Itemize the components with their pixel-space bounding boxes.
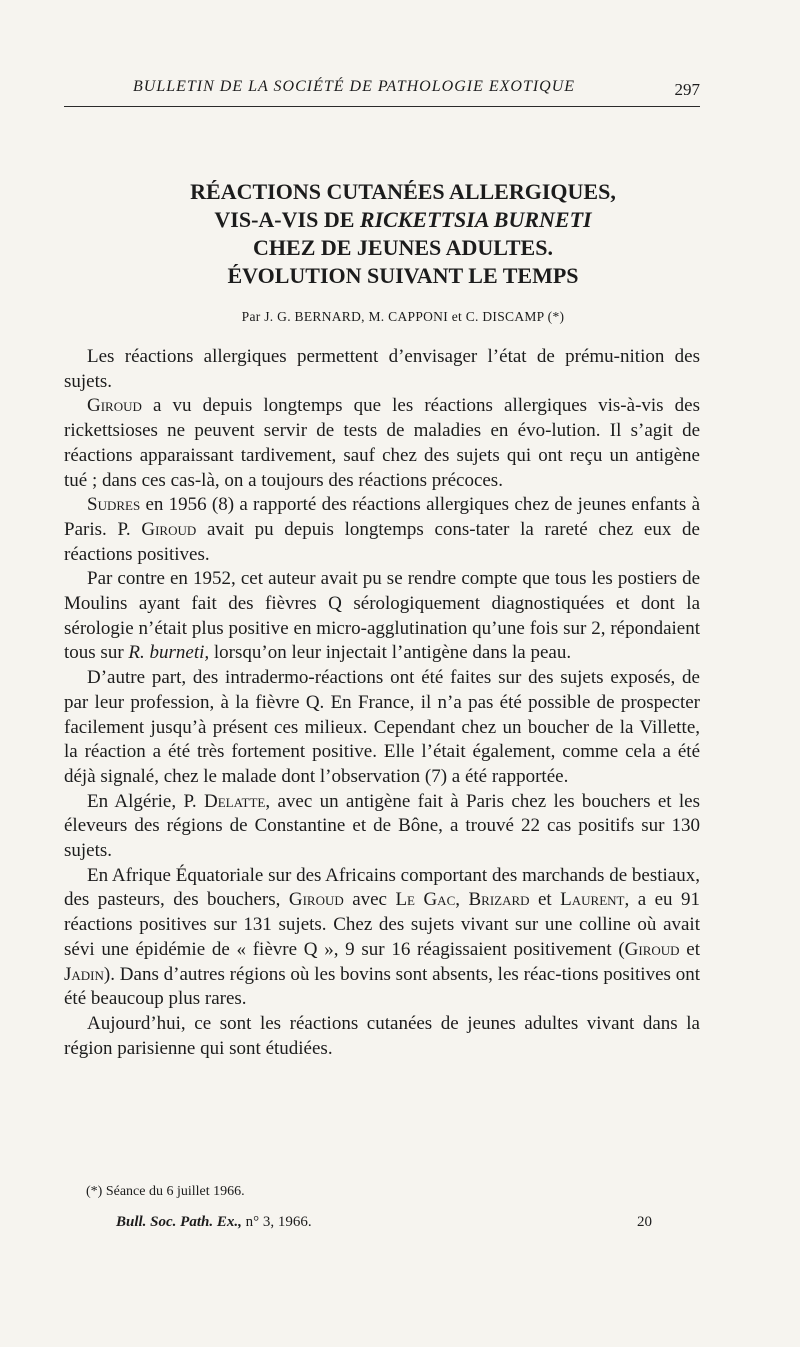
article-body xyxy=(64,345,700,1061)
paragraph-text: et xyxy=(679,938,700,960)
author-name: Giroud xyxy=(288,889,344,911)
title-line-2 xyxy=(64,206,742,234)
author-name: Giroud xyxy=(141,518,197,540)
author-name: Giroud xyxy=(624,938,680,960)
paragraph-text: avait pu depuis longtemps cons-tater la rareté chez eux de réactions positives. xyxy=(64,518,700,565)
paragraph-text: En Algérie, P. xyxy=(87,790,204,812)
journal-reference xyxy=(116,1214,312,1231)
title-species: RICKETTSIA BURNETI xyxy=(359,207,592,232)
species-name: R. burneti, xyxy=(128,642,210,664)
paragraph-text: a vu depuis longtemps que les réactions allergiques vis-à-vis des rickettsioses ne peuvent servir de tests de maladies en évo-lution. Il s’agit de réactions apparaissant tardivement, sauf chez des sujets qui ont reçu un antigène tué ; dans ces cas-là, on a toujours des réactions précoces. xyxy=(64,395,700,491)
article-title xyxy=(64,178,742,290)
paragraph-3 xyxy=(64,493,700,567)
page-number: 297 xyxy=(674,80,700,99)
paragraph-2 xyxy=(64,394,700,493)
author-name: Laurent xyxy=(560,889,625,911)
paragraph-1: Les réactions allergiques permettent d’envisager l’état de prému-nition des sujets. xyxy=(64,346,700,392)
paragraph-6 xyxy=(64,790,700,864)
title-line-4: ÉVOLUTION SUIVANT LE TEMPS xyxy=(227,263,579,288)
author-name: Delatte xyxy=(204,790,266,812)
paragraph-text: et xyxy=(529,889,561,911)
author-name: Giroud xyxy=(87,395,142,417)
author-name: Brizard xyxy=(468,889,530,911)
signature-number: 20 xyxy=(637,1214,652,1230)
running-head: BULLETIN DE LA SOCIÉTÉ DE PATHOLOGIE EXOTIQUE xyxy=(133,78,576,95)
paragraph-text: , xyxy=(455,889,469,911)
author-name: Sudres xyxy=(87,494,141,516)
journal-issue: n° 3, 1966. xyxy=(241,1214,312,1230)
title-line-1: RÉACTIONS CUTANÉES ALLERGIQUES, xyxy=(190,179,616,204)
paragraph-text: avec xyxy=(343,889,396,911)
paragraph-text: , a eu 91 réactions positives sur 131 sujets. Chez des sujets vivant sur une colline où avait sévi une épidémie de « fièvre Q », 9 sur 16 réagissaient positivement ( xyxy=(64,889,700,960)
paragraph-5: D’autre part, des intradermo-réactions ont été faites sur des sujets exposés, de par leur profession, à la fièvre Q. En France, il n’a pas été possible de prospecter facilement jusqu’à présent ces milieux. Cependant chez un boucher de la Villette, la réaction a été très fortement positive. Elle l’était également, comme cela a été déjà signalé, chez le malade dont l’observation (7) a été rapportée. xyxy=(64,667,700,787)
author-line: Par J. G. BERNARD, M. CAPPONI et C. DISCAMP (*) xyxy=(241,309,565,324)
paragraph-text: lorsqu’on leur injectait l’antigène dans la peau. xyxy=(209,642,572,664)
paragraph-text: ). Dans d’autres régions où les bovins sont absents, les réac-tions positives ont été beaucoup plus rares. xyxy=(64,963,700,1010)
title-line-3: CHEZ DE JEUNES ADULTES. xyxy=(253,235,553,260)
paragraph-text: Par contre en 1952, cet auteur avait pu se rendre compte que tous les postiers de Moulins ayant fait des fièvres Q sérologiquement diagnostiquées et dont la sérologie n’était plus positive en micro-agglutination qu’une fois sur 2, répondaient tous sur xyxy=(64,568,700,664)
footnote: (*) Séance du 6 juillet 1966. xyxy=(86,1184,245,1199)
author-name: Le Gac xyxy=(395,889,456,911)
paragraph-text: en 1956 (8) a rapporté des réactions allergiques chez de jeunes enfants à Paris. P. xyxy=(64,494,700,540)
paragraph-7 xyxy=(64,864,700,1012)
header-rule xyxy=(64,106,700,107)
paragraph-4 xyxy=(64,567,700,666)
title-line-2-text: VIS-A-VIS DE xyxy=(214,207,360,232)
author-name: Jadin xyxy=(64,963,104,985)
journal-abbrev: Bull. Soc. Path. Ex., xyxy=(116,1214,242,1230)
paragraph-text: En Afrique Équatoriale sur des Africains comportant des marchands de bestiaux, des pasteurs, des bouchers, xyxy=(64,864,700,911)
paragraph-8: Aujourd’hui, ce sont les réactions cutanées de jeunes adultes vivant dans la région parisienne qui sont étudiées. xyxy=(64,1012,700,1059)
paragraph-text: , avec un antigène fait à Paris chez les bouchers et les éleveurs des régions de Constantine et de Bône, a trouvé 22 cas positifs sur 130 sujets. xyxy=(64,790,701,862)
